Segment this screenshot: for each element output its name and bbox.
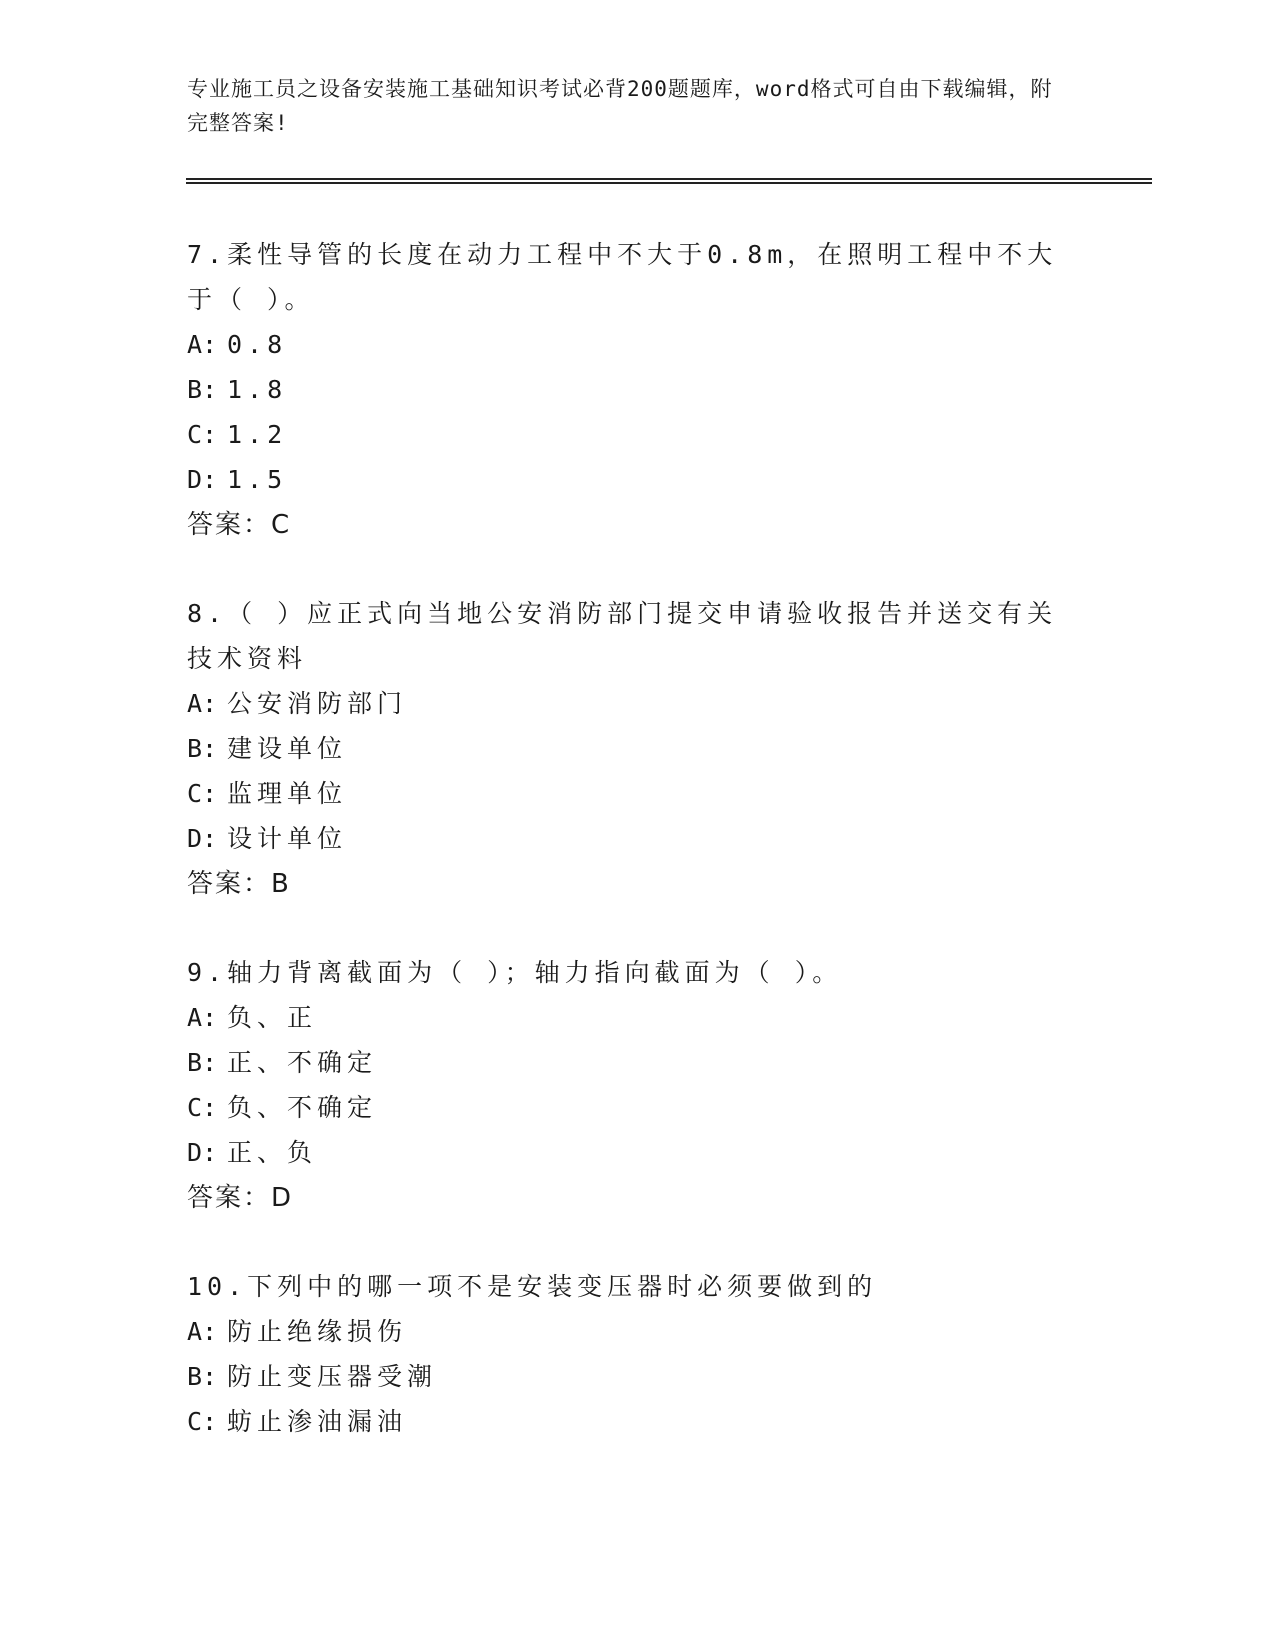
option-b [187,1040,1087,1085]
option-b [187,726,1087,771]
option-label: D: [187,824,218,853]
question-text: 10.下列中的哪一项不是安装变压器时必须要做到的 [187,1272,878,1301]
option-d [187,1130,1087,1175]
question-text: 8.（ ）应正式向当地公安消防部门提交申请验收报告并送交有关技术资料 [187,599,1058,673]
option-d [187,457,1087,502]
question-text: 9.轴力背离截面为（ ）；轴力指向截面为（ ）。 [187,958,843,987]
option-label: D: [187,465,218,494]
option-label: C: [187,779,218,808]
option-a [187,681,1087,726]
option-text: 0.8 [227,330,288,359]
question-10 [187,1264,1087,1444]
document-title: 专业施工员之设备安装施工基础知识考试必背200题题库，word格式可自由下载编辑，附完整答案! [187,77,1053,135]
option-text: 防止变压器受潮 [227,1362,438,1391]
answer-line: 答案：C [187,510,292,540]
option-text: 监理单位 [227,779,348,808]
option-text: 负、正 [227,1003,318,1032]
option-text: 正、不确定 [227,1048,378,1077]
header-divider [186,178,1152,184]
answer-line: 答案：D [187,1183,294,1213]
option-label: C: [187,1407,218,1436]
option-text: 正、负 [227,1138,318,1167]
page-header [187,72,1067,140]
option-text: 公安消防部门 [227,689,408,718]
option-a [187,1309,1087,1354]
option-label: C: [187,1093,218,1122]
option-label: A: [187,330,218,359]
option-a [187,322,1087,367]
option-c [187,1085,1087,1130]
question-text: 7.柔性导管的长度在动力工程中不大于0.8m，在照明工程中不大于（ ）。 [187,240,1058,314]
option-b [187,1354,1087,1399]
option-c [187,771,1087,816]
question-7 [187,232,1087,548]
option-label: A: [187,1317,218,1346]
option-text: 设计单位 [227,824,348,853]
option-c [187,1399,1087,1444]
option-text: 蚄止渗油漏油 [227,1407,408,1436]
option-label: D: [187,1138,218,1167]
option-text: 1.2 [227,420,288,449]
option-c [187,412,1087,457]
option-text: 负、不确定 [227,1093,378,1122]
option-label: B: [187,375,218,404]
option-text: 建设单位 [227,734,348,763]
question-9 [187,950,1087,1221]
option-label: C: [187,420,218,449]
option-text: 防止绝缘损伤 [227,1317,408,1346]
option-d [187,816,1087,861]
option-text: 1.5 [227,465,288,494]
question-8 [187,591,1087,907]
option-text: 1.8 [227,375,288,404]
option-label: B: [187,734,218,763]
option-a [187,995,1087,1040]
option-b [187,367,1087,412]
option-label: A: [187,689,218,718]
option-label: A: [187,1003,218,1032]
question-list [187,232,1087,1487]
option-label: B: [187,1048,218,1077]
answer-line: 答案：B [187,869,291,899]
option-label: B: [187,1362,218,1391]
